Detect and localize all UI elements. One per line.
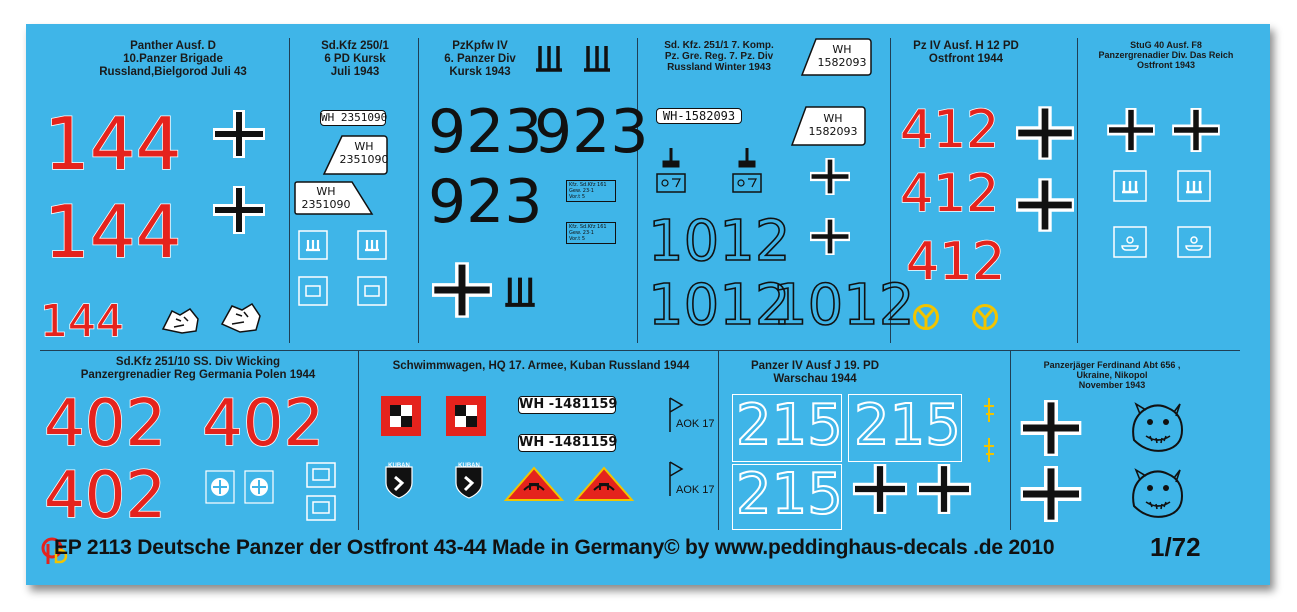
turret-number: 923 [534,97,649,167]
section-title-panther: Panther Ausf. D 10.Panzer Brigade Russland,Bielgorod Juli 43 [99,40,247,78]
divider [637,38,638,343]
turret-number: 412 [906,232,1006,292]
hull-number: 1012 [772,273,915,338]
balkenkreuz-icon [1107,108,1155,152]
tiger-head-icon [1126,400,1188,454]
balkenkreuz-icon [1016,106,1074,160]
balkenkreuz-icon [1016,178,1074,232]
wedge-plate-text: WH 2351090 [301,185,351,211]
tiger-head-icon [1126,466,1188,520]
license-plate: WH-1582093 [656,108,742,124]
balkenkreuz-icon [810,218,850,255]
balkenkreuz-icon [1020,466,1082,522]
turret-number: 412 [900,164,1000,224]
turret-number: 923 [428,167,543,237]
tactical-sign-icon [357,276,387,306]
tactical-sign-icon [306,495,336,521]
turret-number: 144 [40,296,124,347]
tactical-sign-icon [654,146,688,194]
division-emblem-icon [982,396,996,424]
tactical-sign-icon [1177,226,1211,258]
section-title-sdkfz250: Sd.Kfz 250/1 6 PD Kursk Juli 1943 [321,40,389,78]
section-title-pz4j: Panzer IV Ausf J 19. PD Warschau 1944 [750,360,880,385]
section-title-pzkpfw4: PzKpfw IV 6. Panzer Div Kursk 1943 [444,40,516,78]
hull-number: 1012 [648,209,791,274]
kuban-shield-label: KUBAN [458,463,480,469]
eagle-pennant-icon [574,466,634,502]
divider [1077,38,1078,343]
tactical-sign-icon [357,230,387,260]
data-table: Kfz. Sd.Kfz 161 Gew. 23·1 Vor.t 5 [566,180,616,202]
tactical-sign-icon [730,146,764,194]
eagle-pennant-icon [504,466,564,502]
tactical-sign-icon [534,40,564,72]
section-title-pz4h: Pz IV Ausf. H 12 PD Ostfront 1944 [913,40,1019,65]
data-table: Kfz. Sd.Kfz 161 Gew. 23·1 Vor.t 5 [566,222,616,244]
command-flag-icon [381,396,421,436]
balkenkreuz-icon [1020,400,1082,456]
turret-number: 923 [428,97,543,167]
division-emblem-icon [982,436,996,464]
turret-number: 412 [900,100,1000,160]
tactical-sign-icon [1113,226,1147,258]
division-emblem-icon [244,470,274,504]
footer-text: EP 2113 Deutsche Panzer der Ostfront 43-44 Made in Germany© by www.peddinghaus-decals .de 2010 [54,536,1055,559]
tactical-sign-icon [298,276,328,306]
division-emblem-icon [912,303,940,331]
section-title-ferdinand: Panzerjäger Ferdinand Abt 656 , Ukraine, Nikopol November 1943 [1043,360,1181,391]
balkenkreuz-icon [852,464,908,514]
balkenkreuz-icon [1172,108,1220,152]
balkenkreuz-icon [810,158,850,195]
turret-number: 144 [44,102,182,186]
divider [40,350,1240,351]
section-title-stug40: StuG 40 Ausf. F8 Panzergrenadier Div. Das Reich Ostfront 1943 [1098,40,1234,71]
section-title-schwimmwagen: Schwimmwagen, HQ 17. Armee, Kuban Russland 1944 [392,360,690,372]
wedge-plate-text: WH 2351090 [339,140,389,166]
panther-head-icon [160,305,202,337]
hull-number: 1012 [648,273,791,338]
tactical-sign-icon [306,462,336,488]
turret-number: 215 [736,462,843,527]
turret-number: 215 [854,393,961,458]
turret-number: 215 [736,393,843,458]
divider [418,38,419,343]
turret-number: 144 [44,190,182,274]
section-title-sdkfz251: Sd. Kfz. 251/1 7. Komp. Pz. Gre. Reg. 7. Pz. Div Russland Winter 1943 [664,40,774,74]
license-plate: WH 2351090 [321,111,388,124]
turret-number: 402 [44,459,167,533]
wedge-plate-text: WH 1582093 [817,43,867,69]
kuban-shield-label: KUBAN [388,463,410,469]
command-flag-icon [446,396,486,436]
divider [358,350,359,530]
balkenkreuz-icon [213,110,265,158]
pennant-label: AOK 17 [676,484,715,496]
turret-number: 402 [44,387,167,461]
license-plate: WH -1481159 [519,435,618,450]
tactical-sign-icon [1113,170,1147,202]
panther-head-icon [218,302,264,336]
balkenkreuz-icon [432,262,492,318]
divider [1010,350,1011,530]
division-emblem-icon [971,303,999,331]
balkenkreuz-icon [916,464,972,514]
wedge-plate-text: WH 1582093 [808,112,858,138]
balkenkreuz-icon [213,186,265,234]
tactical-sign-icon [582,40,612,72]
license-plate: WH -1481159 [519,397,618,412]
tactical-sign-icon [1177,170,1211,202]
tactical-sign-icon [503,270,537,308]
scale-label: 1/72 [1150,532,1201,562]
divider [289,38,290,343]
section-title-sdkfz25110: Sd.Kfz 251/10 SS. Div Wicking Panzergrenadier Reg Germania Polen 1944 [80,356,316,381]
pennant-label: AOK 17 [676,418,715,430]
tactical-sign-icon [298,230,328,260]
turret-number: 402 [202,387,325,461]
divider [718,350,719,530]
division-emblem-icon [205,470,235,504]
